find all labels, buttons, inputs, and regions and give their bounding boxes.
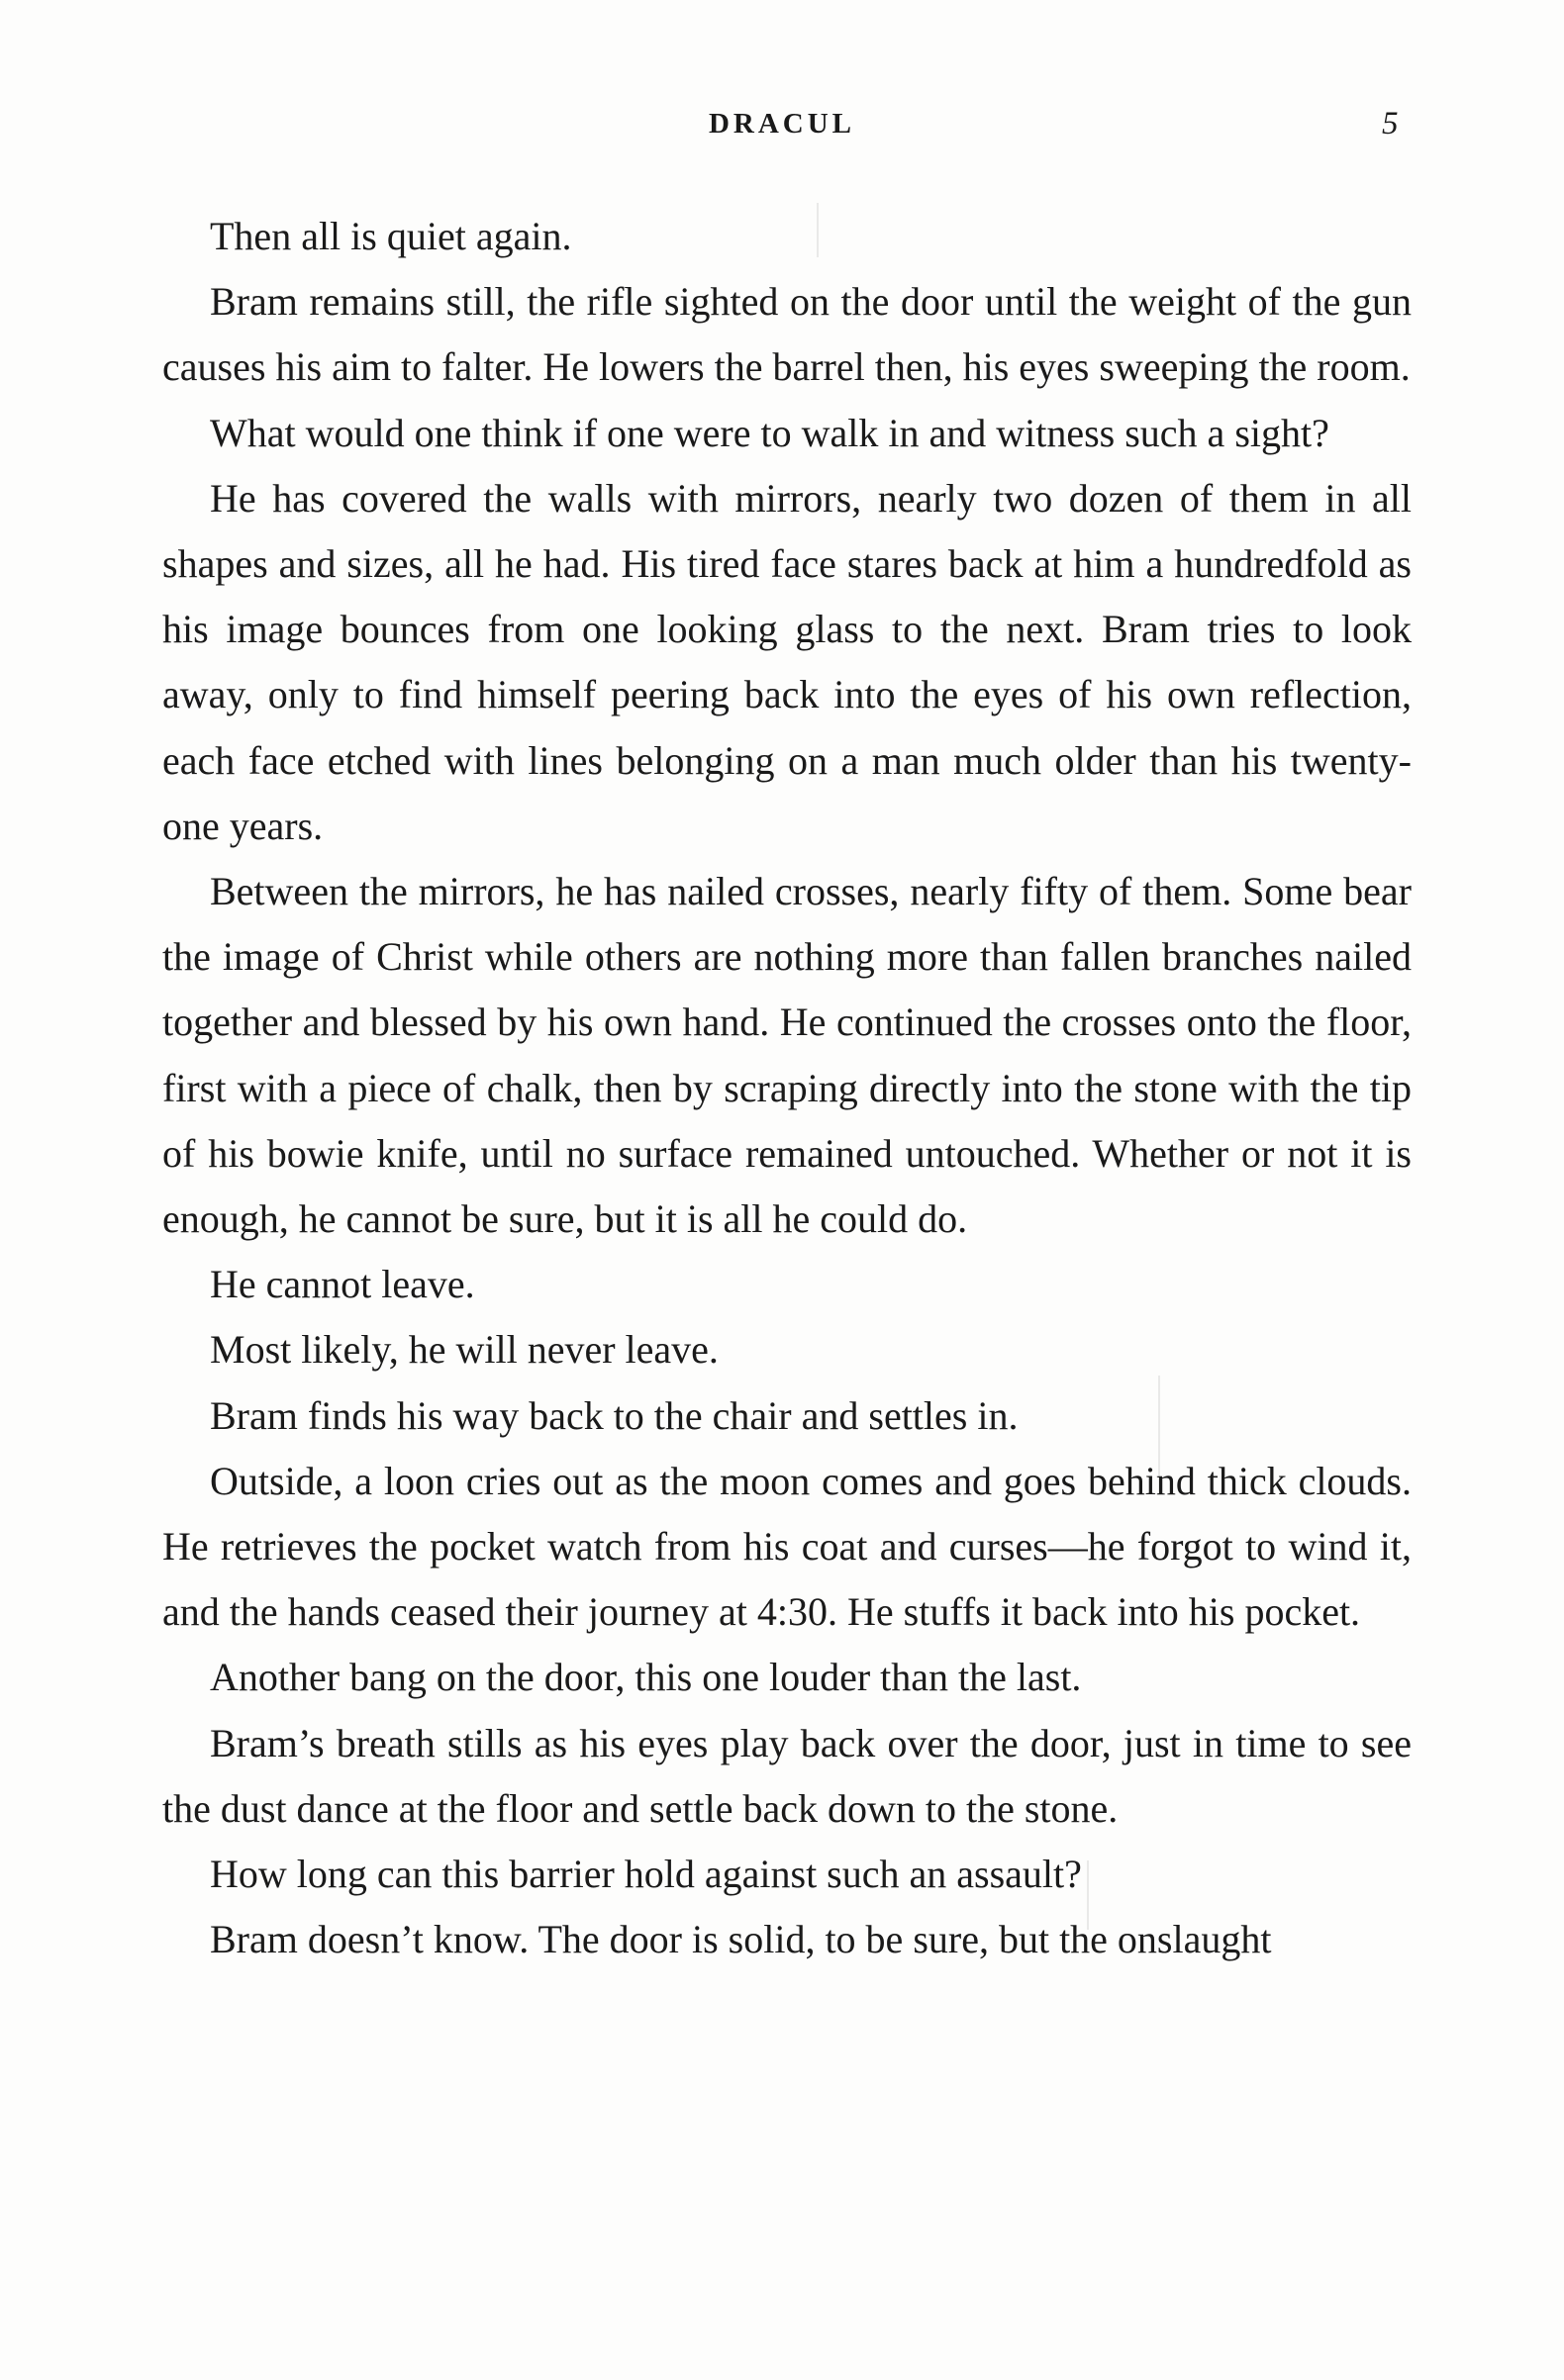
paragraph: Most likely, he will never leave.	[210, 1327, 719, 1373]
paragraph: Another bang on the door, this one louder than the last.	[210, 1655, 1082, 1700]
paragraph: What would one think if one were to walk in and witness such a sight?	[210, 410, 1329, 455]
paragraph: How long can this barrier hold against such an assault?	[210, 1852, 1082, 1897]
paragraph: Bram’s breath stills as his eyes play back over the door, just in time to see the dust dance at the floor and settle back down to the stone.	[162, 1720, 1412, 1831]
paragraph: Then all is quiet again.	[210, 214, 572, 258]
running-title: DRACUL	[708, 108, 856, 140]
paragraph: Bram doesn’t know. The door is solid, to be sure, but the onslaught	[210, 1917, 1272, 1962]
paragraph: Bram remains still, the rifle sighted on the door until the weight of the gun causes his aim to falter. He lowers the barrel then, his eyes sweeping the room.	[162, 279, 1412, 390]
body-text	[162, 204, 1412, 1972]
paragraph: He has covered the walls with mirrors, nearly two dozen of them in all shapes and sizes, all he had. His tired face stares back at him a hundredfold as his image bounces from one looking glass to the next. Bram tries to look away, only to find himself peering back into the eyes of his own reflection, each face etched with lines belonging on a man much older than his twenty-one years.	[162, 475, 1412, 848]
paragraph: Bram finds his way back to the chair and settles in.	[210, 1392, 1019, 1438]
paragraph: Outside, a loon cries out as the moon comes and goes behind thick clouds. He retrieves the pocket watch from his coat and curses—he forgot to wind it, and the hands ceased their journey at 4:30. He stuffs it back into his pocket.	[162, 1458, 1412, 1635]
page-number: 5	[1382, 106, 1399, 142]
paragraph: He cannot leave.	[210, 1262, 475, 1307]
running-head	[0, 99, 1564, 148]
paragraph: Between the mirrors, he has nailed crosses, nearly fifty of them. Some bear the image of Christ while others are nothing more than fallen branches nailed together and blessed by his own hand. He continued the crosses onto the floor, first with a piece of chalk, then by scraping directly into the stone with the tip of his bowie knife, until no surface remained untouched. Whether or not it is enough, he cannot be sure, but it is all he could do.	[162, 869, 1412, 1242]
